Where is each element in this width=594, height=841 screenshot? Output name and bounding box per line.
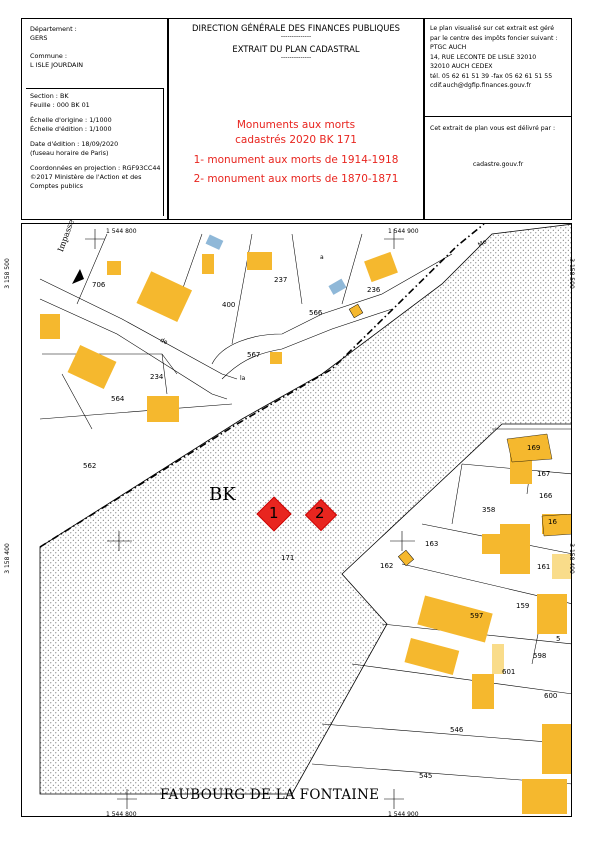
copyright-line-2: Comptes publics: [30, 182, 84, 190]
small-label-la: la: [240, 375, 246, 382]
coord-bottom-right: 1 544 900: [388, 811, 419, 818]
building-236: [349, 304, 363, 318]
parcel-567: 567: [247, 351, 261, 359]
section-value: Section : BK: [30, 92, 69, 100]
coordonnees: Coordonnées en projection : RGF93CC44: [30, 164, 161, 172]
commune-info: [30, 25, 83, 70]
direction-title: DIRECTION GÉNÉRALE DES FINANCES PUBLIQUES: [192, 23, 400, 33]
impasse-label: Impasse: [56, 218, 76, 254]
small-label-de: de: [158, 336, 169, 347]
centre-line-6: tél. 05 62 61 51 39 -fax 05 62 61 51 55: [430, 72, 553, 80]
parcel-16: 16: [548, 518, 557, 526]
parcel-5: 5: [556, 635, 561, 643]
centre-line-3: PTGC AUCH: [430, 44, 467, 51]
parcel-171: 171: [281, 554, 295, 562]
parcel-566: 566: [309, 309, 323, 317]
coord-right-bottom: 3 158 400: [567, 543, 575, 574]
centre-line-5: 32010 AUCH CEDEX: [430, 63, 493, 70]
parcel-597: 597: [470, 612, 484, 620]
parcel-400: 400: [222, 301, 236, 309]
title-block: [168, 18, 424, 62]
section-info: [30, 92, 161, 191]
parcel-598: 598: [533, 652, 547, 660]
centre-info: [430, 24, 558, 91]
parcel-236: 236: [367, 286, 381, 294]
monument-2-label: 2: [315, 504, 325, 522]
parcel-545: 545: [419, 772, 433, 780]
coord-right-top: 3 158 500: [567, 258, 575, 289]
commune-value: L ISLE JOURDAIN: [30, 61, 84, 69]
parcel-601: 601: [502, 668, 516, 676]
centre-line-4: 14, RUE LECONTE DE LISLE 32010: [430, 53, 537, 61]
dashes-1: --------------: [280, 33, 312, 40]
road-edge-north: [40, 279, 237, 379]
small-label-mo: Mo: [476, 238, 489, 249]
map-svg: [22, 224, 572, 817]
coord-top-right: 1 544 900: [388, 228, 419, 235]
water-features: [206, 235, 347, 295]
parcel-564: 564: [111, 395, 125, 403]
parcel-169: 169: [527, 444, 541, 452]
annotation-line-4: 2- monument aux morts de 1870-1871: [193, 173, 399, 185]
site-text: cadastre.gouv.fr: [472, 161, 524, 168]
road-edge-north-2: [40, 299, 227, 399]
copyright-line-1: ©2017 Ministère de l'Action et des: [30, 173, 142, 181]
coord-left-top: 3 158 500: [3, 258, 11, 289]
coord-bottom-left: 1 544 800: [106, 811, 137, 818]
building-169: [507, 434, 552, 462]
coord-left-bottom: 3 158 400: [3, 543, 11, 574]
fuseau-horaire: (fuseau horaire de Paris): [30, 149, 109, 157]
parcel-546: 546: [450, 726, 464, 734]
echelle-origine: Échelle d'origine : 1/1000: [30, 116, 112, 124]
parcel-562: 562: [83, 462, 97, 470]
parcel-159: 159: [516, 602, 530, 610]
parcel-162: 162: [380, 562, 394, 570]
parcel-234: 234: [150, 373, 164, 381]
annotation-line-2: cadastrés 2020 BK 171: [235, 134, 357, 146]
parcel-706: 706: [92, 281, 106, 289]
parcel-163: 163: [425, 540, 439, 548]
small-label-a: a: [320, 254, 324, 261]
monument-1-label: 1: [269, 504, 279, 522]
annotation-line-3: 1- monument aux morts de 1914-1918: [193, 154, 399, 166]
cadastral-map[interactable]: [21, 223, 572, 817]
street-label: FAUBOURG DE LA FONTAINE: [160, 787, 380, 803]
parcel-237: 237: [274, 276, 288, 284]
parcel-166: 166: [539, 492, 553, 500]
date-edition: Date d'édition : 18/09/2020: [30, 140, 119, 148]
building-16: [542, 514, 572, 536]
echelle-edition: Échelle d'édition : 1/1000: [30, 125, 112, 133]
dashes-2: --------------: [280, 54, 312, 61]
parcel-358: 358: [482, 506, 496, 514]
section-label: BK: [209, 484, 236, 505]
impasse-arrow-icon: [72, 269, 84, 284]
departement-label: Département :: [30, 25, 77, 33]
extrait-title: EXTRAIT DU PLAN CADASTRAL: [232, 44, 360, 54]
departement-value: GERS: [30, 34, 48, 42]
delivre-text: Cet extrait de plan vous est délivré par :: [430, 125, 556, 132]
centre-line-1: Le plan visualisé sur cet extrait est géré: [430, 25, 555, 32]
centre-line-2: par le centre des impôts foncier suivant :: [430, 34, 558, 42]
feuille-value: Feuille : 000 BK 01: [30, 101, 90, 109]
parcel-600: 600: [544, 692, 558, 700]
parcel-167: 167: [537, 470, 551, 478]
coord-top-left: 1 544 800: [106, 228, 137, 235]
annotation-line-1: Monuments aux morts: [236, 119, 356, 131]
building-162: [398, 550, 413, 566]
centre-line-7: cdif.auch@dgfip.finances.gouv.fr: [430, 82, 532, 89]
parcel-161: 161: [537, 563, 551, 571]
commune-label: Commune :: [30, 52, 68, 60]
